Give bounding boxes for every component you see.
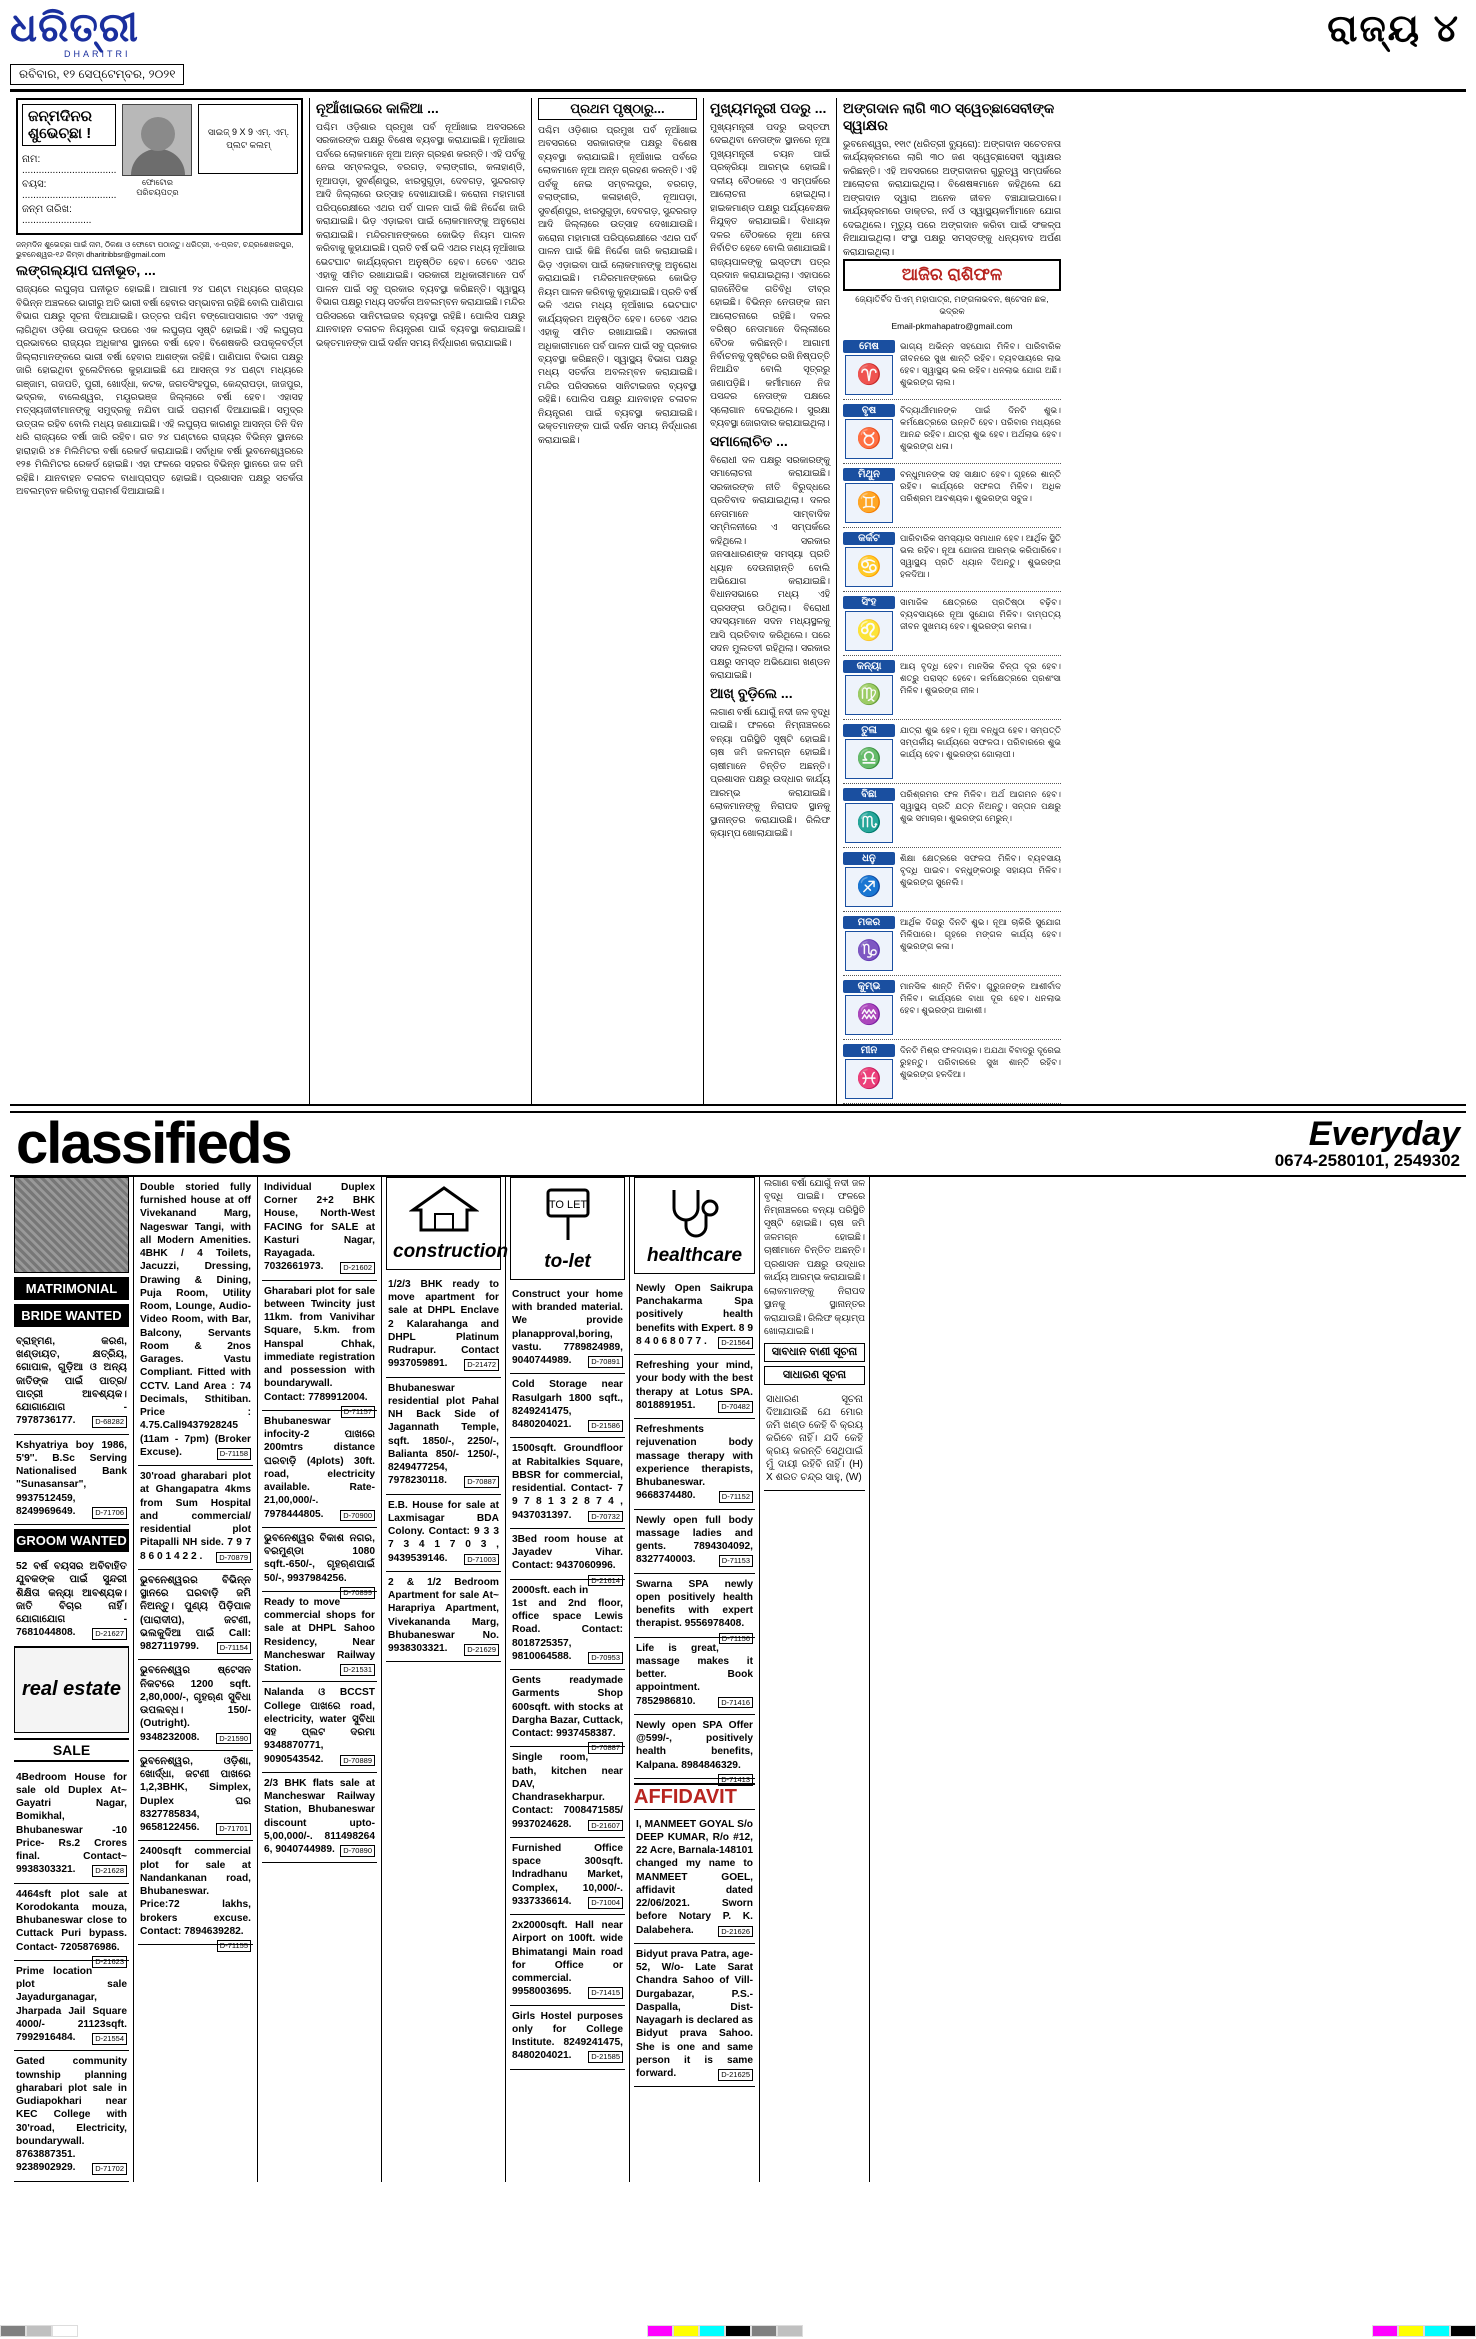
top-news-band <box>10 92 1466 1106</box>
news-column-3 <box>532 98 704 1104</box>
horoscope-sign-block <box>843 532 895 587</box>
classified-ad-ref: D-71158 <box>217 1448 251 1460</box>
classified-ad <box>510 1284 625 1375</box>
classified-ad <box>634 1638 755 1715</box>
matrimonial-photo <box>14 1177 129 1273</box>
horoscope-sign-block <box>843 852 895 907</box>
headline-flood: ଆଖ୍ ବୁଡ଼ିଲେ ... <box>710 684 793 701</box>
horoscope-sign-name: କୁମ୍ଭ <box>843 980 895 993</box>
article-body-cm: ମୁଖ୍ୟମନ୍ତ୍ରୀ ପଦରୁ ଇସ୍ତଫା ଦେଇଥିବା ନେତାଙ୍କ ସ୍ଥାନରେ ନୂଆ ମୁଖ୍ୟମନ୍ତ୍ରୀ ଚୟନ ପାଇଁ ପ୍ରକ୍ରିୟା ଆରମ୍ଭ ହୋଇଛି। ଦଳୀୟ ବୈଠକରେ ଏ ସମ୍ପର୍କରେ ଆଲୋଚନା ହୋଇଥିଲା। ହାଇକମାଣ୍ଡ ପକ୍ଷରୁ ପର୍ଯ୍ୟବେକ୍ଷକ ନିଯୁକ୍ତ କରାଯାଇଛି। ବିଧାୟକ ଦଳର ବୈଠକରେ ନୂଆ ନେତା ନିର୍ବାଚିତ ହେବେ ବୋଲି ଜଣାଯାଇଛି। ରାଜ୍ୟପାଳଙ୍କୁ ଇସ୍ତଫା ପତ୍ର ପ୍ରଦାନ କରାଯାଇଥିଲା। ଏହାପରେ ରାଜନୈତିକ ଗତିବିଧି ତୀବ୍ର ହୋଇଛି। ବିଭିନ୍ନ ନେତାଙ୍କ ନାମ ଆଲୋଚନାରେ ରହିଛି। ଦଳର ବରିଷ୍ଠ ନେତାମାନେ ଦିଲ୍ଲୀରେ ବୈଠକ କରିଛନ୍ତି। ଆଗାମୀ ନିର୍ବାଚନକୁ ଦୃଷ୍ଟିରେ ରଖି ନିଷ୍ପତ୍ତି ନିଆଯିବ ବୋଲି ସୂତ୍ରରୁ ଜଣାପଡ଼ିଛି। କର୍ମୀମାନେ ନିଜ ପସନ୍ଦର ନେତାଙ୍କ ପକ୍ଷରେ ସ୍ଲୋଗାନ ଦେଇଥିଲେ। ସୁରକ୍ଷା ବ୍ୟବସ୍ଥା ଜୋରଦାର କରାଯାଇଥିଲା। <box>710 122 830 429</box>
category-bride-wanted: BRIDE WANTED <box>14 1304 129 1327</box>
horoscope-item <box>843 848 1061 912</box>
category-odia-notice: ସାଧାରଣ ସୂଚନା <box>764 1366 865 1385</box>
category-sale: SALE <box>14 1738 129 1762</box>
classified-ad-ref: D-70900 <box>340 1510 375 1522</box>
classified-ad-text: Newly Open Saikrupa Panchakarma Spa positively health benefits with Expert. 8 9 8 4 0 6 8 0 7 7 . <box>636 1282 753 1347</box>
news-column-4 <box>704 98 837 1104</box>
classified-ad-text: 4Bedroom House for sale old Duplex At~ Gayatri Nagar, Bomikhal, Bhubaneswar -10 Price- Rs.2 Crores final. Contact~ 9938303321. <box>16 1771 127 1876</box>
classifieds-column-4 <box>382 1177 509 2182</box>
healthcare-word: healthcare <box>646 1244 743 1266</box>
classifieds-everyday-label: Everyday <box>1308 1114 1460 1153</box>
classified-ad-ref: D-21585 <box>588 2051 623 2063</box>
classified-ad-ref: D-71154 <box>217 1642 251 1654</box>
svg-text:TO LET: TO LET <box>548 1198 587 1211</box>
classified-ad-text: ବ୍ରାହ୍ମଣ, କରଣ, ଖଣ୍ଡାୟତ, କ୍ଷତ୍ରିୟ, ଗୋପାଳ, ଗୁଡ଼ିଆ ଓ ଅନ୍ୟ ଜାତିଙ୍କ ପାଇଁ ପାତ୍ର/ପାତ୍ରୀ ଆବଶ୍ୟକ। ଯୋଗାଯୋଗ - 7978736177. <box>16 1335 127 1427</box>
color-bar-segment <box>0 2325 26 2337</box>
classified-ad-ref: D-21602 <box>340 1262 375 1274</box>
classified-ad-ref: D-21625 <box>718 2069 753 2081</box>
classified-ad <box>510 2006 625 2070</box>
ads-column-5 <box>510 1284 625 2070</box>
classified-ad-text: ଭୁବନେଶ୍ୱର ବିକାଶ ନଗର, ବରମୁଣ୍ଡା 1080 sqft.-650/-, ଗୃହଋଣପାଇଁ 50/-, 9937984256. <box>264 1532 375 1584</box>
horoscope-sign-name: ମିଥୁନ <box>843 468 895 481</box>
zodiac-icon: ♋ <box>845 547 893 587</box>
classified-ad-ref: D-70899 <box>340 1587 375 1599</box>
classified-ad-ref: D-21627 <box>92 1628 127 1640</box>
classified-ad-ref: D-71416 <box>718 1697 753 1709</box>
classified-ad-ref: D-21623 <box>92 1956 127 1968</box>
classified-ad-ref: D-70890 <box>340 1845 375 1857</box>
horoscope-item <box>843 1040 1061 1104</box>
print-color-bar <box>0 2323 1476 2339</box>
classified-ad <box>262 1177 377 1281</box>
horoscope-item <box>843 784 1061 848</box>
stethoscope-icon <box>662 1184 728 1238</box>
classifieds-contact <box>1274 1114 1460 1171</box>
classified-ad-ref: D-21614 <box>588 1575 623 1587</box>
horoscope-sign-text: ମାନସିକ ଶାନ୍ତି ମିଳିବ। ଗୁରୁଜନଙ୍କ ଆଶୀର୍ବାଦ ମିଳିବ। କାର୍ଯ୍ୟରେ ବାଧା ଦୂର ହେବ। ଧନଲାଭ ହେବ। ଶୁଭରଙ୍ଗ ଆକାଶୀ। <box>900 980 1061 1015</box>
horoscope-item <box>843 912 1061 976</box>
classified-ad-ref: D-70887 <box>588 1742 623 1754</box>
classified-ad-ref: D-21531 <box>340 1664 375 1676</box>
horoscope-sign-name: ମକର <box>843 916 895 929</box>
horoscope-item <box>843 976 1061 1040</box>
classifieds-column-5 <box>506 1177 630 2182</box>
classified-ad-text: ଭୁବନେଶ୍ୱର, ଓଡ଼ିଶା, ଖୋର୍ଦ୍ଧା, ଜଟଣୀ ପାଖରେ 1,2,3BHK, Simplex, Duplex ଘର 8327785834, 9658122456. <box>140 1755 251 1834</box>
page-title: ରାଜ୍ୟ ୪ <box>1327 8 1460 50</box>
color-bar-segment <box>52 2325 78 2337</box>
horoscope-sign-name: କନ୍ୟା <box>843 660 895 673</box>
classified-ad-ref: D-70891 <box>588 1356 623 1368</box>
classified-ad-ref: D-71153 <box>719 1555 753 1567</box>
classified-ad <box>634 1355 755 1419</box>
color-bar-segment <box>1398 2325 1424 2337</box>
zodiac-icon: ♈ <box>845 355 893 395</box>
photo-caption: ଫୋଟୋର ପରିଚୟପତ୍ର <box>136 178 179 197</box>
classified-ad <box>14 1331 129 1435</box>
classified-ad-text: Newly open SPA Offer @599/-, positively health benefits, Kalpana. 8984846329. <box>636 1719 753 1771</box>
classified-ad <box>138 1660 253 1751</box>
classified-ad-text: Gents readymade Garments Shop 600sqft. with stocks at Dargha Bazar, Cuttack, Contact: 9937458387. <box>512 1675 623 1740</box>
classified-ad-ref: D-21590 <box>216 1733 251 1745</box>
to-let-word: to-let <box>544 1250 591 1272</box>
color-bar-segment <box>725 2325 751 2337</box>
color-bar-segment <box>751 2325 777 2337</box>
construction-logo-ad <box>386 1177 509 1270</box>
horoscope-sign-name: ଧନୁ <box>843 852 895 865</box>
classified-ad <box>138 1751 253 1842</box>
horoscope-sign-name: ବିଛା <box>843 788 895 801</box>
classified-ad-ref: D-21629 <box>464 1644 499 1656</box>
article-body-flood: ଲଗାଣ ବର୍ଷା ଯୋଗୁଁ ନଦୀ ଜଳ ବୃଦ୍ଧି ପାଇଛି। ଫଳରେ ନିମ୍ନାଞ୍ଚଳରେ ବନ୍ୟା ପରିସ୍ଥିତି ସୃଷ୍ଟି ହୋଇଛି। ଚାଷ ଜମି ଜଳମଗ୍ନ ହୋଇଛି। ଚାଷୀମାନେ ଚିନ୍ତିତ ଅଛନ୍ତି। ପ୍ରଶାସନ ପକ୍ଷରୁ ଉଦ୍ଧାର କାର୍ଯ୍ୟ ଆରମ୍ଭ କରାଯାଇଛି। ଲୋକମାନଙ୍କୁ ନିରାପଦ ସ୍ଥାନକୁ ସ୍ଥାନାନ୍ତର କରାଯାଉଛି। ରିଲିଫ କ୍ୟାମ୍ପ ଖୋଲାଯାଇଛି। <box>710 706 830 838</box>
classified-ad-text: Life is great, massage makes it better. Book appointment. 7852986810. <box>636 1642 753 1707</box>
classified-ad-text: Gated community township planning gharabari plot sale in Gudiapokhari near KEC College with 30'road, Electricity, boundarywall. 8763887351. 9238902929. <box>16 2056 127 2174</box>
category-affidavit: AFFIDAVIT <box>634 1783 755 1810</box>
zodiac-icon: ♌ <box>845 611 893 651</box>
horoscope-sign-name: ବୃଷ <box>843 404 895 417</box>
classified-ad <box>510 1747 625 1838</box>
healthcare-logo-ad <box>634 1177 755 1274</box>
classified-ad-text: Bhubaneswar residential plot Pahal NH Back Side of Jagannath Temple, sqft. 1850/-, 2250/-, Balianta 850/- 1250/-, 8249477254, 7978230118. <box>388 1382 499 1487</box>
birthday-field-name: ନାମ: .................................. <box>22 154 117 176</box>
classified-ad-ref: D-21628 <box>92 1865 127 1877</box>
classified-ad <box>510 1438 625 1529</box>
birthday-field-dob: ଜନ୍ମ ତାରିଖ: ......................... <box>22 204 92 226</box>
color-bar-segment <box>647 2325 673 2337</box>
color-bar-segment <box>1424 2325 1450 2337</box>
ad-size-box: ସାଇଜ୍ 9 X 9 ଏମ୍. ଏମ୍. ପ୍ଲଟ କଲମ୍ <box>198 104 298 174</box>
classified-ad-ref: D-71156 <box>719 1633 753 1645</box>
classifieds-grid <box>10 1177 1466 2182</box>
classified-ad-ref: D-21607 <box>588 1820 623 1832</box>
horoscope-item <box>843 336 1061 400</box>
zodiac-icon: ♑ <box>845 931 893 971</box>
classified-ad-text: 3Bed room house at Jayadev Vihar. Contact: 9437060996. <box>512 1533 623 1572</box>
horoscope-sign-text: ଆର୍ଥିକ ଦିଗରୁ ଦିନଟି ଶୁଭ। ନୂଆ ଚାକିରି ସୁଯୋଗ ମିଳିପାରେ। ଗୃହରେ ମଙ୍ଗଳ କାର୍ଯ୍ୟ ହେବ। ଶୁଭରଙ୍ଗ କଳା। <box>900 916 1061 951</box>
portrait-photo <box>122 104 192 176</box>
horoscope-sign-name: ମେଷ <box>843 340 895 353</box>
classified-ad-text: 2000sft. each in 1st and 2nd floor, office space Lewis Road. Contact: 8018725357, 9810064588. <box>512 1584 623 1662</box>
birthday-title: ଜନ୍ମଦିନର ଶୁଭେଚ୍ଛା ! <box>22 104 116 146</box>
classified-ad-text: I, MANMEET GOYAL S/o DEEP KUMAR, R/o #12, 22 Acre, Barnala-148101 changed my name to MANMEET GOEL, affidavit dated 22/06/2021. Sworn before Notary P. K. Dalabehera. <box>636 1818 753 1936</box>
birthday-wishes-box <box>16 98 303 235</box>
classified-ad-text: Refreshments rejuvenation body massage therapy with experience therapists, Bhubaneswar. 9668374480. <box>636 1424 753 1502</box>
zodiac-icon: ♏ <box>845 803 893 843</box>
classified-ad-ref: D-21564 <box>718 1337 753 1349</box>
classified-ad <box>14 1556 129 1647</box>
classified-ad-ref: D-70887 <box>464 1476 499 1488</box>
house-icon <box>409 1184 479 1234</box>
horoscope-item <box>843 656 1061 720</box>
horoscope-item <box>843 592 1061 656</box>
color-bar-segment <box>673 2325 699 2337</box>
classifieds-banner <box>10 1111 1466 1177</box>
classifieds-column-healthcare <box>630 1177 760 2182</box>
horoscope-sign-text: ସାମାଜିକ କ୍ଷେତ୍ରରେ ପ୍ରତିଷ୍ଠା ବଢ଼ିବ। ବ୍ୟବସାୟରେ ନୂଆ ସୁଯୋଗ ମିଳିବ। ଦାମ୍ପତ୍ୟ ଜୀବନ ସୁଖମୟ ହେବ। ଶୁଭରଙ୍ଗ କମଳା। <box>900 596 1061 631</box>
horoscope-sign-text: ଶିକ୍ଷା କ୍ଷେତ୍ରରେ ସଫଳତା ମିଳିବ। ବ୍ୟବସାୟ ବୃଦ୍ଧି ପାଇବ। ବନ୍ଧୁଙ୍କଠାରୁ ସହାୟତା ମିଳିବ। ଶୁଭରଙ୍ଗ ସୁନେଲି। <box>900 852 1061 887</box>
newspaper-logo: ଧରିତ୍ରୀ <box>10 6 139 50</box>
classified-ad <box>510 1580 625 1671</box>
classified-ad <box>634 1814 755 1944</box>
horoscope-title: ଆଜିର ରାଶିଫଳ <box>843 259 1061 291</box>
classified-ad-text: Single room, bath, kitchen near DAV, Chandrasekharpur. Contact: 7008471585/ 9937024628. <box>512 1752 623 1830</box>
classified-ad <box>634 1715 755 1784</box>
to-let-logo-ad <box>510 1177 625 1280</box>
classified-ad-ref: D-70889 <box>340 1755 375 1767</box>
ads-sale <box>14 1767 129 2182</box>
zodiac-icon: ♒ <box>845 995 893 1035</box>
classified-ad-ref: D-71702 <box>92 2163 127 2175</box>
horoscope-sign-text: ଯାତ୍ରା ଶୁଭ ହେବ। ନୂଆ ବନ୍ଧୁତା ହେବ। ସମ୍ପତ୍ତି ସମ୍ପର୍କୀୟ କାର୍ଯ୍ୟରେ ସଫଳତା। ପରିବାରରେ ଶୁଭ କାର୍ଯ୍ୟ ହେବ। ଶୁଭରଙ୍ଗ ଗୋଲାପୀ। <box>900 724 1061 759</box>
classified-ad-text: Swarna SPA newly open positively health benefits with expert therapist. 9556978408. <box>636 1578 753 1630</box>
horoscope-sign-text: ପାରିବାରିକ ସମସ୍ୟାର ସମାଧାନ ହେବ। ଆର୍ଥିକ ସ୍ଥିତି ଭଲ ରହିବ। ନୂଆ ଯୋଜନା ଆରମ୍ଭ କରିପାରିବେ। ସ୍ୱାସ୍ଥ୍ୟ ପ୍ରତି ଧ୍ୟାନ ଦିଅନ୍ତୁ। ଶୁଭରଙ୍ଗ ହଳଦିଆ। <box>900 532 1061 579</box>
classified-ad-ref: D-21554 <box>92 2033 127 2045</box>
classified-ad-ref: D-70732 <box>588 1511 623 1523</box>
classifieds-column-notice <box>760 1177 870 2182</box>
horoscope-item <box>843 528 1061 592</box>
classified-ad <box>14 1884 129 1966</box>
color-bar-segment <box>777 2325 803 2337</box>
news-column-2 <box>310 98 532 1104</box>
news-column-5 <box>837 98 1067 1104</box>
category-odia-notice-2: ସାବଧାନ ବାଣୀ ସୂଚନା <box>764 1343 865 1362</box>
classified-ad-text: Bhubaneswar infocity-2 ପାଖରେ 200mtrs distance ଘରବାଡ଼ି (4plots) 30ft. road, electricity available. Rate-21,00,000/-. 7978444805. <box>264 1415 375 1520</box>
classified-ad <box>510 1915 625 2006</box>
color-bar-segment <box>1450 2325 1476 2337</box>
classified-ad <box>262 1281 377 1416</box>
classified-ad <box>510 1374 625 1438</box>
classified-ad-text: Bidyut prava Patra, age-52, W/o- Late Sarat Chandra Sahoo of Vill- Durgabazar, P.S.- Daspalla, Dist- Nayagarh is declared as Bidyut prava Sahoo. She is one and same person it is same forward. <box>636 1948 753 2080</box>
classified-ad <box>510 1529 625 1585</box>
logo-block <box>10 8 184 85</box>
issue-date: ରବିବାର, ୧୨ ସେପ୍ଟେମ୍ବର, ୨୦୨୧ <box>10 64 184 85</box>
category-matrimonial: MATRIMONIAL <box>14 1277 129 1300</box>
classified-ad-text: E.B. House for sale at Laxmisagar BDA Colony. Contact: 9 3 3 7 3 4 1 7 0 3 , 9439539146. <box>388 1499 499 1564</box>
horoscope-sign-text: ଦିନଟି ମିଶ୍ର ଫଳଦାୟକ। ଅଯଥା ବିବାଦରୁ ଦୂରେଇ ରୁହନ୍ତୁ। ପରିବାରରେ ସୁଖ ଶାନ୍ତି ରହିବ। ଶୁଭରଙ୍ଗ ହଳଦିଆ। <box>900 1044 1061 1079</box>
classified-ad-ref: D-71003 <box>464 1554 499 1566</box>
classified-ad <box>510 1670 625 1753</box>
classified-ad <box>138 1466 253 1570</box>
classified-ad-text: 30'road gharabari plot at Ghangapatra 4kms from Sum Hospital and commercial/ residential plot Pitapalli NH side. 7 9 7 8 6 0 1 4 2 2 . <box>140 1471 251 1562</box>
ads-bride <box>14 1331 129 1525</box>
horoscope-sign-block <box>843 596 895 651</box>
zodiac-icon: ♉ <box>845 419 893 459</box>
classified-ad <box>634 1510 755 1574</box>
classified-ad <box>634 1419 755 1510</box>
odia-notice-ad: ସାଧାରଣ ସୂଚନା ଦିଆଯାଉଛି ଯେ ମୋର ଜମି ଖଣ୍ଡ କେହି ବି କ୍ରୟ କରିବେ ନାହିଁ। ଯଦି କେହି କ୍ରୟ କରନ୍ତି ସେଥିପାଇଁ ମୁଁ ଦାୟୀ ରହିବି ନାହିଁ। (H) X ଶରତ ଚନ୍ଦ୍ର ସାହୁ, (W) <box>764 1389 865 1491</box>
classified-ad-text: 1/2/3 BHK ready to move apartment for sale at DHPL Enclave 2 Kalarahanga and DHPL Platinum Rudrapur. Contact 9937059891. <box>388 1278 499 1370</box>
to-let-sign-icon <box>538 1184 598 1244</box>
real-estate-logo: real estate <box>14 1647 129 1733</box>
classified-ad-text: 52 ବର୍ଷ ବୟସର ଅବିବାହିତ ଯୁବକଙ୍କ ପାଇଁ ସୁନ୍ଦରୀ ଶିକ୍ଷିତା କନ୍ୟା ଆବଶ୍ୟକ। ଜାତି ବିଚାର ନାହିଁ। ଯୋଗାଯୋଗ - 7681044808. <box>16 1561 127 1639</box>
classified-ad-ref: D-21586 <box>588 1420 623 1432</box>
classified-ad <box>262 1592 377 1683</box>
classified-ad-text: 2/3 BHK flats sale at Mancheswar Railway Station, Bhubaneswar discount upto-5,00,000/-. 811498264 6, 9040744989. <box>264 1777 375 1856</box>
classified-ad-text: Cold Storage near Rasulgarh 1800 sqft., 8249241475, 8480204021. <box>512 1379 623 1431</box>
color-bar-segment <box>699 2325 725 2337</box>
article-body-nuakhai: ପଶ୍ଚିମ ଓଡ଼ିଶାର ପ୍ରମୁଖ ପର୍ବ ନୂଆଁଖାଇ ଅବସରରେ ସରକାରଙ୍କ ପକ୍ଷରୁ ବିଶେଷ ବ୍ୟବସ୍ଥା କରାଯାଇଛି। ନୂଆଁଖାଇ ପର୍ବରେ ଲୋକମାନେ ନୂଆ ଅନ୍ନ ଗ୍ରହଣ କରନ୍ତି। ଏହି ପର୍ବକୁ ନେଇ ସମ୍ବଲପୁର, ବରଗଡ଼, ବଲାଙ୍ଗୀର, କଳାହାଣ୍ଡି, ନୂଆପଡ଼ା, ସୁବର୍ଣ୍ଣପୁର, ଝାରସୁଗୁଡ଼ା, ଦେବଗଡ଼, ସୁନ୍ଦରଗଡ଼ ଆଦି ଜିଲ୍ଲାରେ ଉତ୍ସାହ ଦେଖାଯାଉଛି। କରୋନା ମହାମାରୀ ପରିପ୍ରେକ୍ଷୀରେ ଏଥର ପର୍ବ ପାଳନ ପାଇଁ କିଛି ନିର୍ଦ୍ଦେଶ ଜାରି କରାଯାଇଛି। ଭିଡ଼ ଏଡ଼ାଇବା ପାଇଁ ଲୋକମାନଙ୍କୁ ଅନୁରୋଧ କରାଯାଇଛି। ମନ୍ଦିରମାନଙ୍କରେ କୋଭିଡ଼ ନିୟମ ପାଳନ କରିବାକୁ କୁହାଯାଇଛି। ପ୍ରତି ବର୍ଷ ଭଳି ଏଥର ମଧ୍ୟ ନୂଆଁଖାଇ ଭେଟଘାଟ କାର୍ଯ୍ୟକ୍ରମ ଅନୁଷ୍ଠିତ ହେବ। ତେବେ ଏଥର ଏହାକୁ ସୀମିତ ରଖାଯାଇଛି। ସରକାରୀ ଅଧିକାରୀମାନେ ପର୍ବ ପାଳନ ପାଇଁ ସବୁ ପ୍ରକାର ବ୍ୟବସ୍ଥା କରିଛନ୍ତି। ସ୍ୱାସ୍ଥ୍ୟ ବିଭାଗ ପକ୍ଷରୁ ମଧ୍ୟ ସତର୍କତା ଅବଲମ୍ବନ କରାଯାଇଛି। ମନ୍ଦିର ପରିସରରେ ସାନିଟାଇଜର ବ୍ୟବସ୍ଥା ରହିଛି। ପୋଲିସ ପକ୍ଷରୁ ଯାନବାହନ ଚଳାଚଳ ନିୟନ୍ତ୍ରଣ ପାଇଁ ବ୍ୟବସ୍ଥା କରାଯାଇଛି। ଭକ୍ତମାନଙ୍କ ପାଇଁ ଦର୍ଶନ ସମୟ ନିର୍ଦ୍ଧାରଣ କରାଯାଇଛି। <box>316 122 525 348</box>
horoscope-sign-text: ଆୟ ବୃଦ୍ଧି ହେବ। ମାନସିକ ଚିନ୍ତା ଦୂର ହେବ। ଶତ୍ରୁ ପରାସ୍ତ ହେବେ। କର୍ମକ୍ଷେତ୍ରରେ ପ୍ରଶଂସା ମିଳିବ। ଶୁଭରଙ୍ଗ ନୀଳ। <box>900 660 1061 695</box>
classified-ad <box>634 1574 755 1643</box>
classified-ad-text: Newly open full body massage ladies and gents. 7894304092, 8327740003. <box>636 1514 753 1566</box>
classified-ad-ref: D-71706 <box>92 1507 127 1519</box>
horoscope-sign-name: ତୁଳା <box>843 724 895 737</box>
horoscope-sign-block <box>843 660 895 715</box>
classified-ad-text: 2400sqft commercial plot for sale at Nandankanan road, Bhubaneswar. Price:72 lakhs, brokers excuse. Contact: 7894639282. <box>140 1846 251 1937</box>
article-body-jump: ପଶ୍ଚିମ ଓଡ଼ିଶାର ପ୍ରମୁଖ ପର୍ବ ନୂଆଁଖାଇ ଅବସରରେ ସରକାରଙ୍କ ପକ୍ଷରୁ ବିଶେଷ ବ୍ୟବସ୍ଥା କରାଯାଇଛି। ନୂଆଁଖାଇ ପର୍ବରେ ଲୋକମାନେ ନୂଆ ଅନ୍ନ ଗ୍ରହଣ କରନ୍ତି। ଏହି ପର୍ବକୁ ନେଇ ସମ୍ବଲପୁର, ବରଗଡ଼, ବଲାଙ୍ଗୀର, କଳାହାଣ୍ଡି, ନୂଆପଡ଼ା, ସୁବର୍ଣ୍ଣପୁର, ଝାରସୁଗୁଡ଼ା, ଦେବଗଡ଼, ସୁନ୍ଦରଗଡ଼ ଆଦି ଜିଲ୍ଲାରେ ଉତ୍ସାହ ଦେଖାଯାଉଛି। କରୋନା ମହାମାରୀ ପରିପ୍ରେକ୍ଷୀରେ ଏଥର ପର୍ବ ପାଳନ ପାଇଁ କିଛି ନିର୍ଦ୍ଦେଶ ଜାରି କରାଯାଇଛି। ଭିଡ଼ ଏଡ଼ାଇବା ପାଇଁ ଲୋକମାନଙ୍କୁ ଅନୁରୋଧ କରାଯାଇଛି। ମନ୍ଦିରମାନଙ୍କରେ କୋଭିଡ଼ ନିୟମ ପାଳନ କରିବାକୁ କୁହାଯାଇଛି। ପ୍ରତି ବର୍ଷ ଭଳି ଏଥର ମଧ୍ୟ ନୂଆଁଖାଇ ଭେଟଘାଟ କାର୍ଯ୍ୟକ୍ରମ ଅନୁଷ୍ଠିତ ହେବ। ତେବେ ଏଥର ଏହାକୁ ସୀମିତ ରଖାଯାଇଛି। ସରକାରୀ ଅଧିକାରୀମାନେ ପର୍ବ ପାଳନ ପାଇଁ ସବୁ ପ୍ରକାର ବ୍ୟବସ୍ଥା କରିଛନ୍ତି। ସ୍ୱାସ୍ଥ୍ୟ ବିଭାଗ ପକ୍ଷରୁ ମଧ୍ୟ ସତର୍କତା ଅବଲମ୍ବନ କରାଯାଇଛି। ମନ୍ଦିର ପରିସରରେ ସାନିଟାଇଜର ବ୍ୟବସ୍ଥା ରହିଛି। ପୋଲିସ ପକ୍ଷରୁ ଯାନବାହନ ଚଳାଚଳ ନିୟନ୍ତ୍ରଣ ପାଇଁ ବ୍ୟବସ୍ଥା କରାଯାଇଛି। ଭକ୍ତମାନଙ୍କ ପାଇଁ ଦର୍ଶନ ସମୟ ନିର୍ଦ୍ଧାରଣ କରାଯାଇଛି। <box>538 125 697 445</box>
zodiac-icon: ♐ <box>845 867 893 907</box>
classified-ad-ref: D-70482 <box>718 1401 753 1413</box>
birthday-footnote: ଜନ୍ମଦିନ ଶୁଭେଚ୍ଛା ପାଇଁ ନାମ, ଠିକଣା ଓ ଫୋଟୋ ପଠାନ୍ତୁ। ଧରିତ୍ରୀ, ଏ-ପ୍ଲଟ, ଚନ୍ଦ୍ରଶେଖରପୁର, ଭୁବନେଶ୍ୱର-୧୬ କିମ୍ବା dharitribbsr@gmail.com <box>16 240 294 260</box>
classified-ad-ref: D-21472 <box>464 1359 499 1371</box>
article-body-flood-continued: ଲଗାଣ ବର୍ଷା ଯୋଗୁଁ ନଦୀ ଜଳ ବୃଦ୍ଧି ପାଇଛି। ଫଳରେ ନିମ୍ନାଞ୍ଚଳରେ ବନ୍ୟା ପରିସ୍ଥିତି ସୃଷ୍ଟି ହୋଇଛି। ଚାଷ ଜମି ଜଳମଗ୍ନ ହୋଇଛି। ଚାଷୀମାନେ ଚିନ୍ତିତ ଅଛନ୍ତି। ପ୍ରଶାସନ ପକ୍ଷରୁ ଉଦ୍ଧାର କାର୍ଯ୍ୟ ଆରମ୍ଭ କରାଯାଇଛି। ଲୋକମାନଙ୍କୁ ନିରାପଦ ସ୍ଥାନକୁ ସ୍ଥାନାନ୍ତର କରାଯାଉଛି। ରିଲିଫ କ୍ୟାମ୍ପ ଖୋଲାଯାଇଛି। <box>764 1177 865 1337</box>
astrologer-name: ଜ୍ୟୋତିର୍ବିଦ ପିଏମ୍ ମହାପାତ୍ର, ମଙ୍ଗଳାଭବନ, ଷ୍ଟେସନ ଛକ, ଭଦ୍ରକ <box>855 294 1049 317</box>
classified-ad-ref: D-70953 <box>588 1652 623 1664</box>
horoscope-sign-block <box>843 404 895 459</box>
classified-ad-text: Furnished Office space 300sqft. Indradhanu Market, Complex, 10,000/-. 9337336614. <box>512 1842 623 1907</box>
color-bar-segment <box>26 2325 52 2337</box>
horoscope-sign-block <box>843 1044 895 1099</box>
classifieds-column-3 <box>258 1177 382 2182</box>
classified-ad <box>386 1495 501 1572</box>
classified-ad-text: 4464sft plot sale at Korodokanta mouza, Bhubaneswar close to Cuttack Puri bypass. Contact- 7205876986. <box>16 1888 127 1953</box>
article-body-organ-donation: ଭୁବନେଶ୍ୱର, ୧୧ା୯ (ଧରିତ୍ରୀ ବ୍ୟୁରୋ): ଅଙ୍ଗଦାନ ସଚେତନତା କାର୍ଯ୍ୟକ୍ରମରେ ଲାଗି ୩୦ ଜଣ ସ୍ୱେଚ୍ଛାସେବୀ ସ୍ୱାକ୍ଷର କରିଛନ୍ତି। ଏହି ଅବସରରେ ଅଙ୍ଗଦାନର ଗୁରୁତ୍ୱ ସମ୍ପର୍କରେ ଆଲୋଚନା କରାଯାଇଥିଲା। ବିଶେଷଜ୍ଞମାନେ କହିଥିଲେ ଯେ ଅଙ୍ଗଦାନ ଦ୍ୱାରା ଅନେକ ଜୀବନ ବଞ୍ଚାଯାଇପାରେ। କାର୍ଯ୍ୟକ୍ରମରେ ଡାକ୍ତର, ନର୍ସ ଓ ସ୍ୱାସ୍ଥ୍ୟକର୍ମୀମାନେ ଯୋଗ ଦେଇଥିଲେ। ମୃତ୍ୟୁ ପରେ ଅଙ୍ଗଦାନ କରିବା ପାଇଁ ସଂକଳ୍ପ ନିଆଯାଇଥିଲା। ସଂସ୍ଥା ପକ୍ଷରୁ ସମସ୍ତଙ୍କୁ ଧନ୍ୟବାଦ ଅର୍ପଣ କରାଯାଇଥିଲା। <box>843 139 1061 257</box>
classified-ad-ref: D-71004 <box>588 1897 623 1909</box>
classified-ad-ref: D-71415 <box>588 1987 623 1999</box>
category-groom-wanted: GROOM WANTED <box>14 1529 129 1552</box>
construction-word: construction <box>393 1240 509 1262</box>
classified-ad <box>386 1378 501 1495</box>
classified-ad <box>386 1572 501 1663</box>
classified-ad-text: Refreshing your mind, your body with the best therapy at Lotus SPA. 8018891951. <box>636 1360 753 1411</box>
classified-ad-ref: D-71157 <box>341 1406 375 1418</box>
article-body-criticised: ବିରୋଧୀ ଦଳ ପକ୍ଷରୁ ସରକାରଙ୍କୁ ସମାଲୋଚନା କରାଯାଇଛି। ସରକାରଙ୍କ ନୀତି ବିରୁଦ୍ଧରେ ପ୍ରତିବାଦ କରାଯାଇଥିଲା। ଦଳର ନେତାମାନେ ସାମ୍ବାଦିକ ସମ୍ମିଳନୀରେ ଏ ସମ୍ପର୍କରେ କହିଥିଲେ। ସରକାର ଜନସାଧାରଣଙ୍କ ସମସ୍ୟା ପ୍ରତି ଧ୍ୟାନ ଦେଉନାହାନ୍ତି ବୋଲି ଅଭିଯୋଗ କରାଯାଇଛି। ବିଧାନସଭାରେ ମଧ୍ୟ ଏହି ପ୍ରସଙ୍ଗ ଉଠିଥିଲା। ବିରୋଧୀ ସଦସ୍ୟମାନେ ସଦନ ମଧ୍ୟସ୍ଥଳକୁ ଆସି ପ୍ରତିବାଦ କରିଥିଲେ। ପରେ ସଦନ ମୁଲତବୀ ରହିଥିଲା। ସରକାର ପକ୍ଷରୁ ସମସ୍ତ ଅଭିଯୋଗ ଖଣ୍ଡନ କରାଯାଇଛି। <box>710 454 830 681</box>
classified-ad-text: Gharabari plot for sale between Twincity just 11km. from Vanivihar Square, 5.km. from Hanspal Chhak, immediate registration and possession with boundarywall. Contact: 7789912004. <box>264 1285 375 1403</box>
classified-ad-text: Nalanda ଓ BCCST College ପାଖରେ road, electricity, water ସୁବିଧା ସହ ପ୍ଲଟ ଦରମା 9348870771, 9090543542. <box>264 1687 375 1765</box>
birthday-photo-wrap <box>122 104 192 229</box>
astrologer-email: Email-pkmahapatro@gmail.com <box>891 321 1013 331</box>
headline-cm: ମୁଖ୍ୟମନ୍ତ୍ରୀ ପଦରୁ ... <box>710 100 827 116</box>
classified-ad-text: Prime location plot sale Jayadurganagar, Jharpada Jail Square 4000/- 21123sqft. 7992916484. <box>16 1965 127 2044</box>
ads-affidavit <box>634 1814 755 2088</box>
horoscope-sign-text: ପରିଶ୍ରମର ଫଳ ମିଳିବ। ଅର୍ଥ ଆଗମନ ହେବ। ସ୍ୱାସ୍ଥ୍ୟ ପ୍ରତି ଯତ୍ନ ନିଅନ୍ତୁ। ସନ୍ତାନ ପକ୍ଷରୁ ଶୁଭ ସମାଚାର। ଶୁଭରଙ୍ଗ ମେରୁନ୍। <box>900 788 1061 823</box>
classified-ad-ref: D-68282 <box>92 1416 127 1428</box>
headline-nuakhai: ନୂଆଁଖାଇରେ କାଳିଆ ... <box>316 100 439 116</box>
classified-ad <box>634 1278 755 1355</box>
horoscope-item <box>843 400 1061 464</box>
article-body-weather: ରାଜ୍ୟରେ ଲଘୁଚାପ ଘନୀଭୂତ ହୋଇଛି। ଆଗାମୀ ୨୪ ଘଣ୍ଟା ମଧ୍ୟରେ ରାଜ୍ୟର ବିଭିନ୍ନ ଅଞ୍ଚଳରେ ଭାରୀରୁ ଅତି ଭାରୀ ବର୍ଷା ହେବାର ସମ୍ଭାବନା ରହିଛି ବୋଲି ପାଣିପାଗ ବିଭାଗ ପକ୍ଷରୁ ସୂଚନା ଦିଆଯାଇଛି। ଉତ୍ତର ପଶ୍ଚିମ ବଙ୍ଗୋପସାଗର ଏବଂ ଏହାକୁ ଲାଗିଥିବା ଓଡ଼ିଶା ଉପକୂଳ ଉପରେ ଏକ ଲଘୁଚାପ ସୃଷ୍ଟି ହୋଇଛି। ଏହି ଲଘୁଚାପ ପ୍ରଭାବରେ ରାଜ୍ୟର ଅଧିକାଂଶ ସ୍ଥାନରେ ବର୍ଷା ହେବ। ବିଶେଷକରି ଉପକୂଳବର୍ତ୍ତୀ ଜିଲ୍ଲାମାନଙ୍କରେ ଭାରୀ ବର୍ଷା ହେବାର ଆଶଙ୍କା ରହିଛି। ପାଣିପାଗ ବିଭାଗ ପକ୍ଷରୁ ଜାରି ହୋଇଥିବା ବୁଲେଟିନରେ କୁହାଯାଇଛି ଯେ ଆସନ୍ତା ୨୪ ଘଣ୍ଟା ମଧ୍ୟରେ ଗଞ୍ଜାମ, ଗଜପତି, ପୁରୀ, ଖୋର୍ଦ୍ଧା, କଟକ, ଜଗତସିଂହପୁର, କେନ୍ଦ୍ରାପଡ଼ା, ଜାଜପୁର, ଭଦ୍ରକ, ବାଲେଶ୍ୱର, ମୟୂରଭଞ୍ଜ ଜିଲ୍ଲାରେ ବର୍ଷା ହେବ। ଏହାସହ ମତ୍ସ୍ୟଜୀବୀମାନଙ୍କୁ ସମୁଦ୍ରକୁ ନଯିବା ପାଇଁ ପରାମର୍ଶ ଦିଆଯାଇଛି। ସମୁଦ୍ର ଉତ୍ତାଳ ରହିବ ବୋଲି ମଧ୍ୟ ଜଣାଯାଇଛି। ଏହି ଲଘୁଚାପ କାରଣରୁ ଆସନ୍ତା ତିନି ଦିନ ଧରି ରାଜ୍ୟରେ ବର୍ଷା ଜାରି ରହିବ। ଗତ ୨୪ ଘଣ୍ଟାରେ ରାଜ୍ୟର ବିଭିନ୍ନ ସ୍ଥାନରେ ହାରାହାରି ୪୫ ମିଲିମିଟର ବର୍ଷା ରେକର୍ଡ କରାଯାଇଛି। ସର୍ବାଧିକ ବର୍ଷା ଭୁବନେଶ୍ୱରରେ ୧୨୫ ମିଲିମିଟର ରେକର୍ଡ ହୋଇଛି। ଏହା ଫଳରେ ସହରର ବିଭିନ୍ନ ସ୍ଥାନରେ ଜଳ ଜମି ରହିଛି। ଯାନବାହନ ଚଳାଚଳ ବାଧାପ୍ରାପ୍ତ ହୋଇଛି। ପ୍ରଶାସନ ପକ୍ଷରୁ ସତର୍କତା ଅବଲମ୍ବନ କରିବାକୁ ପରାମର୍ଶ ଦିଆଯାଇଛି। <box>16 284 303 497</box>
ads-groom <box>14 1556 129 1647</box>
horoscope-sign-text: ବନ୍ଧୁମାନଙ୍କ ସହ ସାକ୍ଷାତ ହେବ। ଗୃହରେ ଶାନ୍ତି ରହିବ। କାର୍ଯ୍ୟରେ ସଫଳତା ମିଳିବ। ଅଧିକ ପରିଶ୍ରମ ଆବଶ୍ୟକ। ଶୁଭରଙ୍ଗ ସବୁଜ। <box>900 468 1061 503</box>
ads-column-3 <box>262 1177 377 1864</box>
headline-organ-donation: ଅଙ୍ଗଦାନ ଲାଗି ୩୦ ସ୍ୱେଚ୍ଛାସେବୀଙ୍କ ସ୍ୱାକ୍ଷର <box>843 100 1055 133</box>
birthday-form <box>22 104 116 229</box>
horoscope-item <box>843 464 1061 528</box>
birthday-field-age: ବୟସ: .................................. <box>22 179 117 201</box>
zodiac-icon: ♓ <box>845 1059 893 1099</box>
birthday-ad-slot <box>198 104 298 229</box>
horoscope-sign-block <box>843 788 895 843</box>
classified-ad-ref: D-71413 <box>718 1774 753 1786</box>
classified-ad-text: Construct your home with branded material. We provide planapproval,boring, vastu. 7789824989, 9040744989. <box>512 1288 623 1367</box>
classified-ad <box>14 2051 129 2181</box>
classifieds-word: classifieds <box>16 1110 291 1176</box>
classified-ad <box>262 1682 377 1773</box>
classified-ad-text: Girls Hostel purposes only for College Institute. 8249241475, 8480204021. <box>512 2010 623 2062</box>
classified-ad-ref: D-71155 <box>217 1940 251 1952</box>
classifieds-column-matrimonial <box>10 1177 134 2182</box>
headline-criticised: ସମାଲୋଚିତ ... <box>710 432 788 449</box>
zodiac-icon: ♍ <box>845 675 893 715</box>
horoscope-item <box>843 720 1061 784</box>
classified-ad-text: ଭୁବନେଶ୍ୱରର ବିଭିନ୍ନ ସ୍ଥାନରେ ଘରବାଡ଼ି ଜମି ନିଅନ୍ତୁ। ପୁଣ୍ୟ ପିଡ଼ିପାଳ (ପାରାଦୀପ), ଜଟଣୀ, ଭଲକୁଦିଆ ପାଇଁ Call: 9827119799. <box>140 1574 251 1653</box>
horoscope-sign-block <box>843 724 895 779</box>
ads-column-4 <box>386 1274 501 1663</box>
classified-ad-text: ଭୁବନେଶ୍ୱର ଷ୍ଟେସନ ନିକଟରେ 1200 sqft. 2,80,000/-, ଗୃହଋଣ ସୁବିଧା ଉପଲବ୍ଧ। 150/- (Outright). 9348232008. <box>140 1665 251 1743</box>
horoscope-sign-text: ଭାଗ୍ୟ ଅଭିନ୍ନ ସହଯୋଗ ମିଳିବ। ପାରିବାରିକ ଜୀବନରେ ସୁଖ ଶାନ୍ତି ରହିବ। ବ୍ୟବସାୟରେ ଲାଭ ହେବ। ସ୍ୱାସ୍ଥ୍ୟ ଭଲ ରହିବ। ଧନଲାଭ ଯୋଗ ଅଛି। ଶୁଭରଙ୍ଗ ଲାଲ। <box>900 340 1061 387</box>
color-bar-segment <box>1372 2325 1398 2337</box>
horoscope-sign-block <box>843 468 895 523</box>
horoscope-sign-text: ବିଦ୍ୟାର୍ଥୀମାନଙ୍କ ପାଇଁ ଦିନଟି ଶୁଭ। କର୍ମକ୍ଷେତ୍ରରେ ଉନ୍ନତି ହେବ। ପରିବାର ମଧ୍ୟରେ ଆନନ୍ଦ ରହିବ। ଯାତ୍ରା ଶୁଭ ହେବ। ଅର୍ଥଲାଭ ହେବ। ଶୁଭରଙ୍ଗ ଧଳା। <box>900 404 1061 451</box>
headline-weather: ଲଙ୍ଗଲ୍ୟାପ ଘନୀଭୂତ, ... <box>16 262 156 279</box>
ads-column-2 <box>138 1177 253 1951</box>
classified-ad-ref: D-71152 <box>719 1491 753 1503</box>
horoscope-sign-block <box>843 980 895 1035</box>
classified-ad-text: Double storied fully furnished house at off Vivekanand Marg, Nageswar Tangi, with all Modern Amenities. 4BHK / 4 Toilets, Jacuzzi, Dressing, Drawing & Dining, Puja Room, Utility Room, Lounge, Audio-Video Room, with Bar, Balcony, Servants Room & 2nos Garages. Vastu Compliant. Fitted with CCTV. Land Area : 74 Decimals, Sthitiban. Price : 4.75.Call9437928245 (11am - 7pm) (Broker Excuse). <box>140 1181 251 1458</box>
classified-ad <box>262 1528 377 1597</box>
classified-ad <box>138 1177 253 1466</box>
classified-ad <box>138 1841 253 1951</box>
classified-ad <box>262 1411 377 1528</box>
zodiac-icon: ♎ <box>845 739 893 779</box>
classified-ad-ref: D-21626 <box>718 1926 753 1938</box>
classified-ad-text: 2 & 1/2 Bedroom Apartment for sale At~ Harapriya Apartment, Vivekananda Marg, Bhubaneswar No. 9938303321. <box>388 1576 499 1655</box>
horoscope-sign-block <box>843 340 895 395</box>
classified-ad-text: 1500sqft. Groundfloor at Rabitalkies Square, BBSR for commercial, residential. Contact- 7 9 7 8 1 3 2 8 7 4 , 9437031397. <box>512 1443 623 1521</box>
news-column-1 <box>10 98 310 1104</box>
horoscope-sign-name: ସିଂହ <box>843 596 895 609</box>
horoscope-list <box>843 336 1061 1104</box>
classified-ad-ref: D-70879 <box>216 1552 251 1564</box>
classified-ad-text: Individual Duplex Corner 2+2 BHK House, North-West FACING for SALE at Kasturi Nagar, Rayagada. 7032661973. <box>264 1181 375 1273</box>
classified-ad <box>510 1838 625 1915</box>
classified-ad <box>634 1944 755 2088</box>
classifieds-phone: 0674-2580101, 2549302 <box>1274 1150 1460 1170</box>
classified-ad <box>386 1274 501 1378</box>
classified-ad <box>14 1435 129 1526</box>
newspaper-logo-latin: DHARITRI <box>63 49 131 59</box>
ads-column-healthcare <box>634 1278 755 1784</box>
horoscope-sign-block <box>843 916 895 971</box>
masthead <box>10 8 1466 92</box>
classified-ad-text: Kshyatriya boy 1986, 5'9''. B.Sc Serving Nationalised Bank "Sunasansar", 9937512459, 8249969649. <box>16 1439 127 1517</box>
classified-ad-text: Ready to move commercial shops for sale at DHPL Sahoo Residency, Near Mancheswar Railway Station. <box>264 1596 375 1675</box>
classified-ad <box>262 1773 377 1864</box>
horoscope-sign-name: କର୍କଟ <box>843 532 895 545</box>
zodiac-icon: ♊ <box>845 483 893 523</box>
classifieds-column-2 <box>134 1177 258 2182</box>
classified-ad <box>138 1570 253 1661</box>
horoscope-sign-name: ମୀନ <box>843 1044 895 1057</box>
classified-ad-ref: D-71701 <box>216 1823 251 1835</box>
jump-label-front-page: ପ୍ରଥମ ପୃଷ୍ଠାରୁ... <box>538 98 697 120</box>
classified-ad-text: 2x2000sqft. Hall near Airport on 100ft. wide Bhimatangi Main road for Office or commercial. 9958003695. <box>512 1920 623 1998</box>
classified-ad <box>14 1767 129 1884</box>
classified-ad <box>14 1961 129 2052</box>
